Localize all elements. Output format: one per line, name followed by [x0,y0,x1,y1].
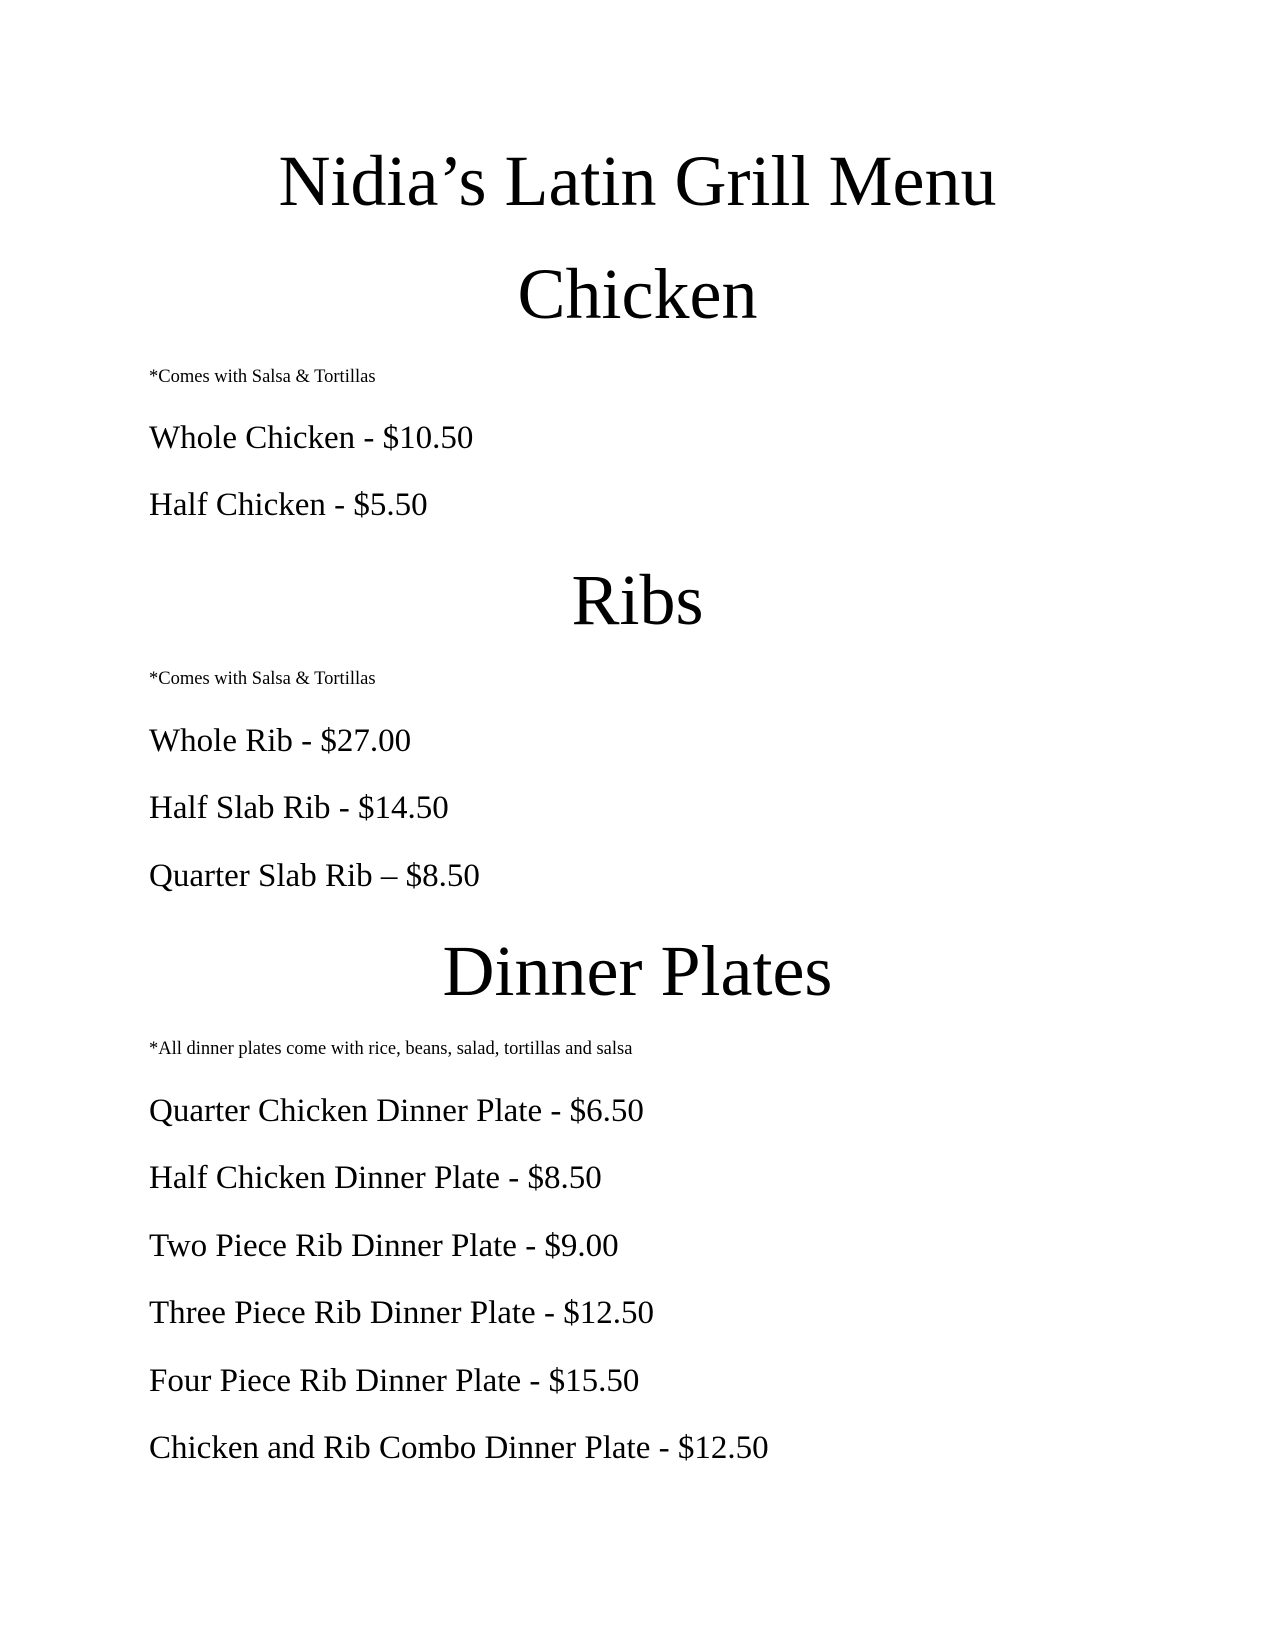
section-heading-ribs: Ribs [571,560,704,640]
menu-item: Whole Rib - $27.00 [149,723,412,759]
section-note-dinner-plates: *All dinner plates come with rice, beans, salad, tortillas and salsa [149,1039,633,1059]
section-heading-dinner-plates: Dinner Plates [442,931,833,1011]
menu-item: Half Chicken Dinner Plate - $8.50 [149,1160,602,1196]
menu-item: Three Piece Rib Dinner Plate - $12.50 [149,1295,654,1331]
menu-item: Four Piece Rib Dinner Plate - $15.50 [149,1363,640,1399]
menu-item: Two Piece Rib Dinner Plate - $9.00 [149,1228,619,1264]
menu-item: Half Slab Rib - $14.50 [149,790,449,826]
page-title: Nidia’s Latin Grill Menu [278,141,997,221]
menu-item: Quarter Slab Rib – $8.50 [149,858,480,894]
section-note-ribs: *Comes with Salsa & Tortillas [149,669,376,689]
section-note-chicken: *Comes with Salsa & Tortillas [149,367,376,387]
section-heading-chicken: Chicken [517,254,758,334]
menu-item: Whole Chicken - $10.50 [149,420,474,456]
menu-item: Chicken and Rib Combo Dinner Plate - $12.50 [149,1430,769,1466]
menu-item: Quarter Chicken Dinner Plate - $6.50 [149,1093,644,1129]
menu-item: Half Chicken - $5.50 [149,487,428,523]
